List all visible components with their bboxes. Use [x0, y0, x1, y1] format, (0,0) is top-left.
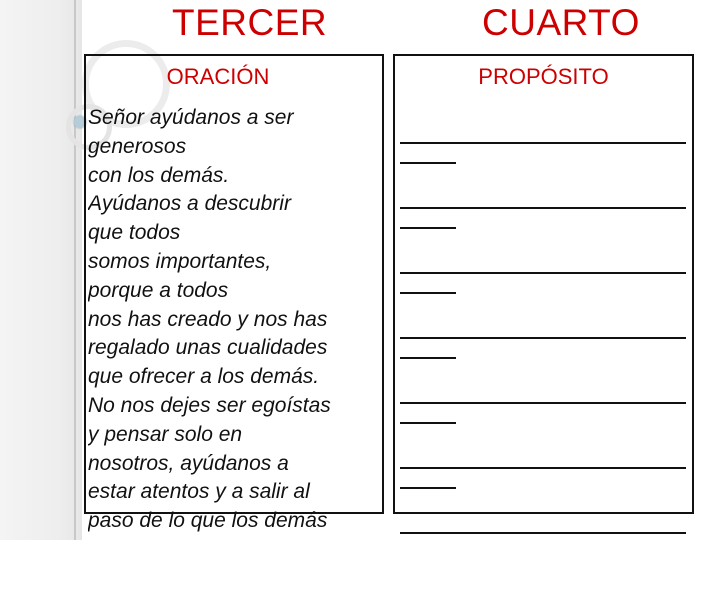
prayer-line: nosotros, ayúdanos a [88, 451, 289, 475]
prayer-line: nos has creado y nos has [88, 307, 328, 331]
prayer-line: No nos dejes ser egoístas [88, 393, 331, 417]
writing-line-short [400, 357, 456, 359]
writing-line-long [400, 142, 686, 144]
writing-line-short [400, 487, 456, 489]
writing-line-short [400, 422, 456, 424]
prayer-line: que ofrecer a los demás. [88, 365, 320, 389]
prayer-line: paso de lo que los demás [88, 509, 328, 533]
writing-line-long [400, 207, 686, 209]
writing-line-long [400, 272, 686, 274]
writing-line-short [400, 292, 456, 294]
prayer-line: estar atentos y a salir al [88, 480, 310, 504]
decorative-side-stripe [0, 0, 82, 540]
prayer-line: que todos [88, 221, 181, 245]
writing-line-short [400, 227, 456, 229]
prayer-line: con los demás. [88, 163, 230, 187]
writing-line-long [400, 467, 686, 469]
prayer-text [88, 104, 384, 540]
heading-cuarto: CUARTO [482, 2, 640, 43]
prayer-line: Ayúdanos a descubrir [88, 192, 291, 216]
heading-tercer: TERCER [172, 2, 328, 43]
subheading-oracion: ORACIÓN [166, 64, 270, 89]
prayer-line: Señor ayúdanos a ser [88, 106, 294, 129]
writing-line-long [400, 337, 686, 339]
writing-line-short [400, 162, 456, 164]
purpose-panel [393, 54, 694, 514]
prayer-line: regalado unas cualidades [88, 336, 328, 360]
prayer-line: generosos [88, 134, 187, 158]
writing-line-long [400, 402, 686, 404]
prayer-line: y pensar solo en [88, 422, 243, 446]
decorative-side-rule [74, 0, 76, 540]
writing-line-long [400, 532, 686, 534]
prayer-line: somos importantes, [88, 249, 272, 273]
prayer-line: porque a todos [88, 278, 229, 302]
subheading-proposito: PROPÓSITO [478, 64, 609, 89]
